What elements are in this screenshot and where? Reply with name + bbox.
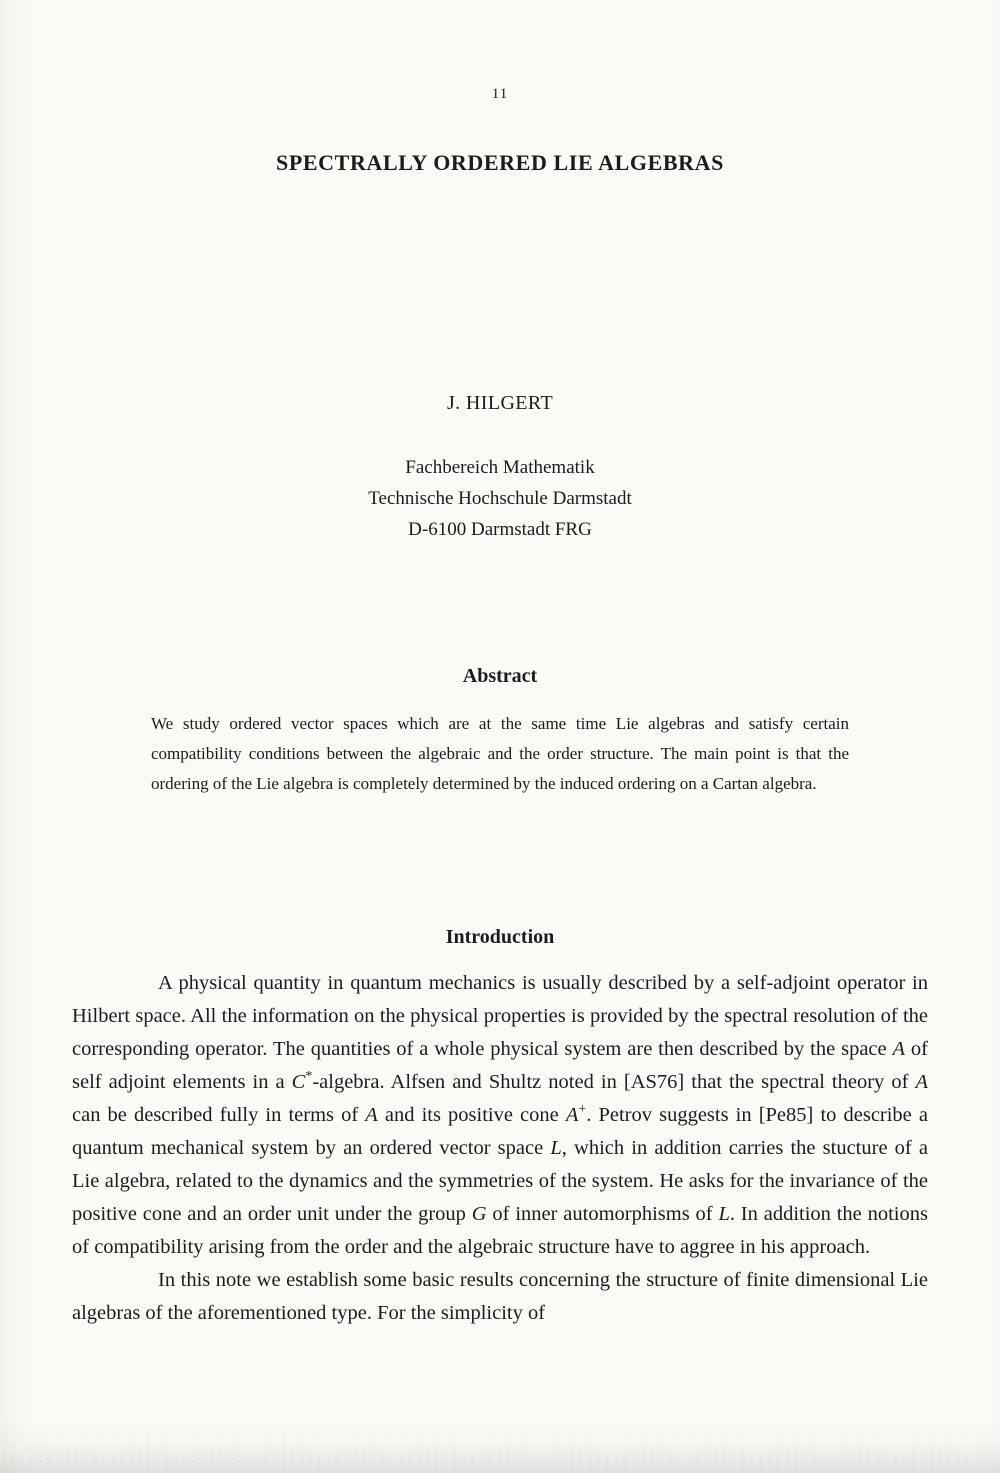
affiliation-block	[0, 452, 1000, 545]
abstract-text: We study ordered vector spaces which are at the same time Lie algebras and satisfy certain compatibility conditions between the algebraic and the order structure. The main point is that the ordering of the Lie algebra is completely determined by the induced ordering on a Cartan algebra.	[151, 714, 849, 793]
affiliation-line-department: Fachbereich Mathematik	[405, 457, 595, 478]
affiliation-line-address: D-6100 Darmstadt FRG	[408, 519, 592, 540]
author-name: J. HILGERT	[446, 392, 554, 414]
page-number: 11	[491, 86, 509, 102]
introduction-heading: Introduction	[445, 926, 555, 948]
abstract-heading: Abstract	[462, 665, 538, 687]
introduction-paragraph-2: In this note we establish some basic results concerning the structure of finite dimensional Lie algebras of the aforementioned type. For the simplicity of	[72, 1269, 928, 1324]
scan-noise-texture	[0, 1417, 1000, 1473]
affiliation-line-institution: Technische Hochschule Darmstadt	[368, 488, 632, 509]
introduction-paragraph-1: A physical quantity in quantum mechanics is usually described by a self-adjoint operator in Hilbert space. All the information on the physical properties is provided by the spectral resolution of the corresponding operator. The quantities of a whole physical system are then described by the space A of self adjoint elements in a C*-algebra. Alfsen and Shultz noted in [AS76] that the spectral theory of A can be described fully in terms of A and its positive cone A+. Petrov suggests in [Pe85] to describe a quantum mechanical system by an ordered vector space L, which in addition carries the stucture of a Lie algebra, related to the dynamics and the symmetries of the system. He asks for the invariance of the positive cone and an order unit under the group G of inner automorphisms of L. In addition the notions of compatibility arising from the order and the algebraic structure have to aggree in his approach.	[72, 972, 929, 1258]
paper-title: SPECTRALLY ORDERED LIE ALGEBRAS	[276, 150, 724, 175]
